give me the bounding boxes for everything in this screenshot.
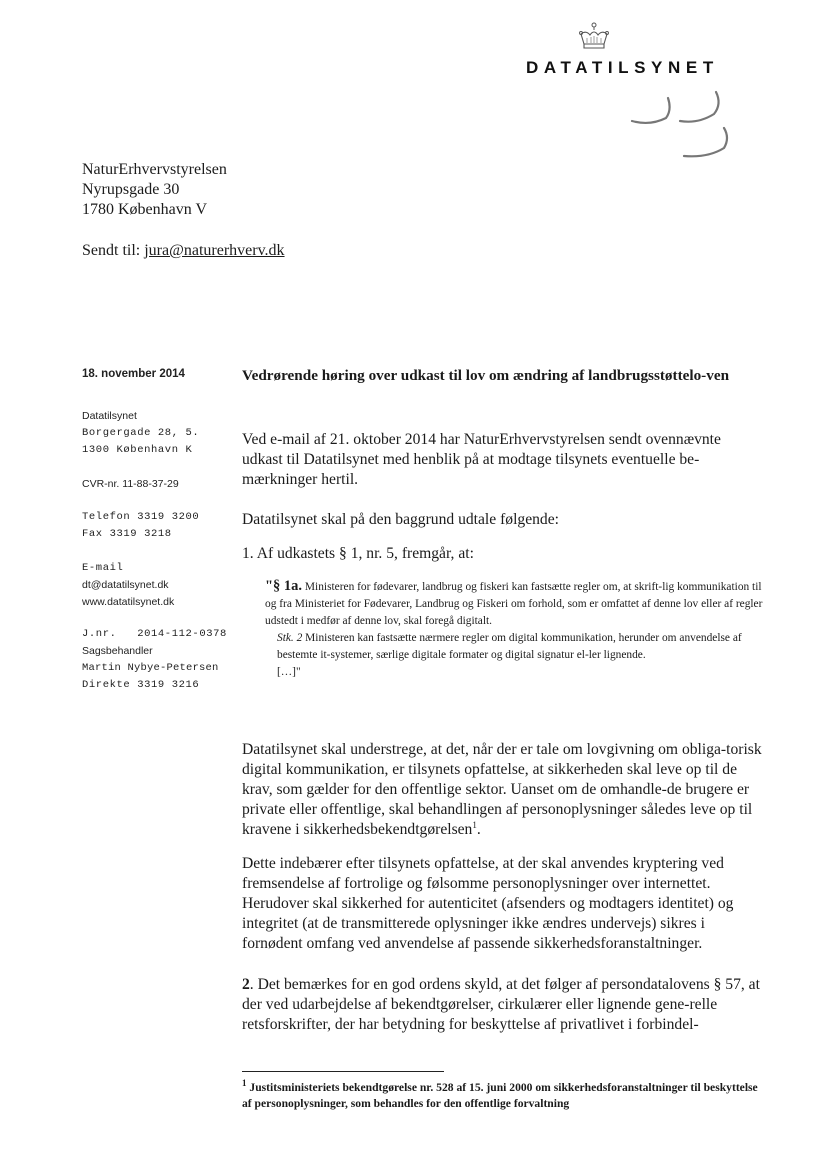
body-paragraph: Ved e-mail af 21. oktober 2014 har NaturErhvervstyrelsen sendt ovennævnte udkast til Datatilsynet med henblik på at modtage tilsynets eventuelle be-mærkninger hertil. [242,431,721,488]
case-info-block [82,626,232,694]
sender-email-label: E-mail [82,562,124,574]
footnote-text: Justitsministeriets bekendtgørelse nr. 528 af 15. juni 2000 om sikkerhedsforanstaltninger til beskyttelse af personoplysninger, som behandles for den offentlige forvaltning [242,1081,758,1110]
sent-to-email-link[interactable]: jura@naturerhverv.dk [144,242,285,259]
body-paragraph [242,740,762,840]
handler-label: Sagsbehandler [82,645,153,657]
section-heading: 1. Af udkastets § 1, nr. 5, fremgår, at: [242,545,474,562]
paragraph-end: . [476,821,481,838]
footnote-number: 1 [242,1078,247,1089]
recipient-line: 1780 København V [82,201,208,218]
journal-number: J.nr. 2014-112-0378 [82,628,227,640]
section-number: 2 [242,976,250,993]
footnote-divider [242,1071,444,1072]
paragraph-text: . Det bemærkes for en god ordens skyld, at det følger af persondatalovens § 57, at der ved udarbejdelse af bekendtgørelser, cirkulærer eller lignende gene-relle retsforskrifter, der har betydning for beskyttelse af privatlivet i forbindel- [242,976,760,1033]
sender-phone: Telefon 3319 3200 [82,511,200,523]
sender-web: www.datatilsynet.dk [82,596,175,608]
sender-name: Datatilsynet [82,410,137,422]
sender-contact-block [82,560,232,611]
quoted-law-text [265,578,765,681]
handler-direct: Direkte 3319 3216 [82,679,200,691]
quote-paragraph [265,630,765,664]
sender-email: dt@datatilsynet.dk [82,579,169,591]
sender-street: Borgergade 28, 5. [82,427,200,439]
quote-end: […]" [277,666,301,678]
handwritten-mark [630,88,730,163]
body-paragraph [242,975,762,1035]
letter-date: 18. november 2014 [82,368,185,380]
sender-address [82,408,232,459]
quote-paragraph [265,578,765,630]
recipient-line: Nyrupsgade 30 [82,181,180,198]
sent-to [82,242,285,260]
sender-cvr: CVR-nr. 11-88-37-29 [82,478,179,490]
quote-section-mark: "§ 1a. [265,578,303,594]
recipient-line: NaturErhvervstyrelsen [82,161,227,178]
quote-text: Ministeren for fødevarer, landbrug og fiskeri kan fastsætte regler om, at skrift-lig kommunikation til og fra Ministeriet for Fødevarer, Landbrug og Fiskeri om forhold, som er omfattet af denne lov eller af regler udstedt i medfør af denne lov, skal foregå digitalt. [265,581,763,627]
body-paragraph: Datatilsynet skal på den baggrund udtale følgende: [242,511,559,528]
quote-stk: Stk. 2 [277,632,303,644]
body-paragraph: Dette indebærer efter tilsynets opfattelse, at der skal anvendes kryptering ved fremsendelse af fortrolige og følsomme personoplysninger over internettet. Herudover skal sikkerhed for autenticitet (afsenders og modtagers identitet) og integritet (at de transmitterede oplysninger ikke ændres undervejs) sikres i fornødent omfang ved anvendelse af passende sikkerhedsforanstaltninger. [242,855,734,952]
footnote [242,1080,762,1112]
paragraph-text: Datatilsynet skal understrege, at det, når der er tale om lovgivning om obliga-torisk digital kommunikation, er tilsynets opfattelse, at sikkerheden skal leve op til de krav, som gælder for den offentlige sektor. Uanset om de omhandle-de brugere er private eller offentlige, skal behandlingen af personoplysninger således leve op til kravene i sikkerhedsbekendtgørelsen [242,741,762,838]
sender-city: 1300 København K [82,444,193,456]
crown-logo-icon [578,22,610,52]
logo-wordmark: DATATILSYNET [526,58,719,77]
recipient-address [82,160,227,220]
sender-fax: Fax 3319 3218 [82,528,172,540]
letter-subject: Vedrørende høring over udkast til lov om ændring af landbrugsstøttelo-ven [242,367,730,384]
footnote-ref: 1 [472,819,477,830]
sender-phone-block [82,509,232,543]
sent-to-label: Sendt til: [82,242,141,259]
quote-stk-text: Ministeren kan fastsætte nærmere regler om digital kommunikation, herunder om anvendelse af bestemte it-systemer, særlige digitale formater og digital signatur el-ler lignende. [277,632,742,661]
handler-name: Martin Nybye-Petersen [82,662,219,674]
